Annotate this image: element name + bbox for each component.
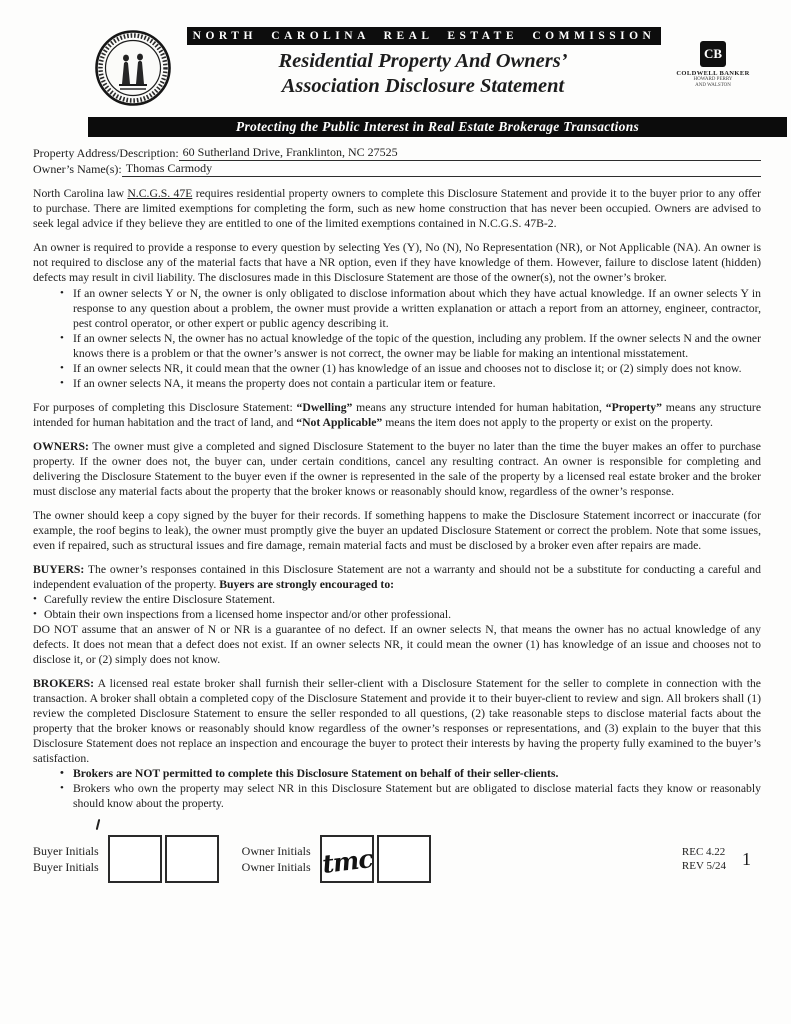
coldwell-banker-subline-2: AND WALSTON — [695, 83, 731, 89]
definitions-paragraph — [33, 400, 761, 430]
form-code: REC 4.22 — [681, 846, 726, 858]
intro-pre: North Carolina law — [33, 187, 128, 200]
form-revision: REV 5/24 — [681, 860, 726, 872]
intro-post: requires residential property owners to complete this Disclosure Statement and provide it to the buyer prior to any offer to purchase. There are limited exemptions for completing the form, such as new home construction that has never been occupied. Owners are advised to seek legal advice if they believe they are entitled to one of the limited exemptions contained in N.C.G.S. 47B-2. — [33, 187, 761, 230]
owners-heading: OWNERS: — [33, 440, 89, 453]
buyers-bullet-inspections: • Obtain their own inspections from a licensed home inspector and/or other professional. — [33, 607, 761, 622]
owner-name-value[interactable]: Thomas Carmody — [122, 161, 761, 177]
buyer-initials-box-2[interactable] — [165, 835, 219, 883]
owner-name-row — [33, 161, 761, 177]
document-body — [33, 186, 761, 811]
coldwell-banker-monogram-icon: CB — [700, 41, 726, 67]
owner-initials-box-2[interactable] — [377, 835, 431, 883]
title-line-1: Residential Property And Owners’ — [278, 50, 568, 72]
intro-paragraph — [33, 186, 761, 231]
brokers-body: A licensed real estate broker shall furnish their seller-client with a Disclosure Statement for the seller to complete in connection with the transaction. A broker shall obtain a completed copy of the Disclosure Statement and provide it to their buyer-client to review and sign. All brokers shall (1) review the completed Disclosure Statement to ensure the seller responded to all questions, (2) take reasonable steps to disclose material facts about the property that the broker knows or reasonably should know regardless of the owner’s responses or representations, and (3) explain to the buyer that this Disclosure Statement does not replace an inspection and encourage the buyer to protect their interests by having the property fully examined to the buyer’s satisfaction. — [33, 677, 761, 765]
brokers-bullets — [33, 766, 761, 811]
stray-pen-mark — [96, 819, 101, 830]
bullet-n: • If an owner selects N, the owner has no actual knowledge of the topic of the question, including any problem. If the owner selects N and the owner knows there is a problem or that the owner’s answer is not correct, the owner may be liable for making an intentional misstatement. — [73, 331, 761, 361]
owner-initials-label-2: Owner Initials — [241, 860, 311, 874]
term-not-applicable: “Not Applicable” — [296, 416, 383, 429]
header-title-block — [181, 26, 665, 98]
brokers-paragraph — [33, 676, 761, 766]
property-address-row — [33, 145, 761, 161]
definitions-seg3: means any structure intended for human habitation and the tract of land, and — [33, 401, 762, 429]
coldwell-banker-name: COLDWELL BANKER — [676, 70, 750, 77]
bullet-nr: • If an owner selects NR, it could mean that the owner (1) has knowledge of an issue and chooses not to disclose it; or (2) simply does not know. — [73, 361, 761, 376]
do-not-assume-paragraph: DO NOT assume that an answer of N or NR is a guarantee of no defect. If an owner selects N, that means the owner has no actual knowledge of any defects. It does not mean that a defect does not exist. If an owner selects NR, it could mean the owner (1) has knowledge of an issue and chooses not to disclose it, or (2) simply does not know. — [33, 623, 761, 666]
owners-body: The owner must give a completed and signed Disclosure Statement to the buyer no later than the time the buyer makes an offer to purchase property. If the owner does not, the buyer can, under certain conditions, cancel any resulting contract. An owner is responsible for completing and delivering the Disclosure Statement to the buyer even if the owner is represented in the sale of the property by a licensed real estate broker and the broker must disclose any material facts about the property that the broker knows or reasonably should know, regardless of the owner’s response. — [33, 440, 761, 498]
commission-name-bar: NORTH CAROLINA REAL ESTATE COMMISSION — [187, 27, 661, 45]
public-interest-banner: Protecting the Public Interest in Real Estate Brokerage Transactions — [88, 117, 787, 137]
brokers-heading: BROKERS: — [33, 677, 95, 690]
nc-commission-seal-icon — [93, 26, 181, 113]
response-options-paragraph: An owner is required to provide a response to every question by selecting Yes (Y), No (N), No Representation (NR), or Not Applicable (NA). An owner is not required to disclose any of the material facts that have a NR option, even if they have knowledge of them. However, failure to disclose latent (hidden) defects may result in civil liability. The disclosures made in this Disclosure Statement are those of the owner(s), not the owner’s broker. — [33, 241, 761, 284]
response-options-bullets — [33, 286, 761, 391]
term-dwelling: “Dwelling” — [296, 401, 353, 414]
initials-footer-row — [33, 835, 761, 883]
bullet-na: • If an owner selects NA, it means the property does not contain a particular item or feature. — [73, 376, 761, 391]
document-header — [33, 26, 761, 113]
buyers-paragraph — [33, 562, 761, 592]
buyer-initials-box-1[interactable] — [108, 835, 162, 883]
property-address-label: Property Address/Description: — [33, 146, 179, 160]
owner-initials-box-1[interactable] — [320, 835, 374, 883]
definitions-seg1: For purposes of completing this Disclosure Statement: — [33, 401, 297, 414]
document-title — [181, 49, 665, 98]
form-footer — [682, 845, 761, 873]
brokers-bullet-own-property: • Brokers who own the property may select NR in this Disclosure Statement but are obligated to disclose material facts they know or reasonably should know about the property. — [73, 781, 761, 811]
term-property: “Property” — [605, 401, 662, 414]
buyer-initials-labels — [33, 843, 99, 875]
owners-paragraph — [33, 439, 761, 499]
owner-copy-paragraph: The owner should keep a copy signed by the buyer for their records. If something happens to make the Disclosure Statement incorrect or inaccurate (for example, the roof begins to leak), the owner must promptly give the buyer an updated Disclosure Statement or correct the problem. Note that some issues, even if repaired, such as structural issues and fire damage, remain material facts and must be disclosed by a broker even after repairs are made. — [33, 509, 761, 552]
buyers-heading: BUYERS: — [33, 563, 85, 576]
brokers-bullet-not-permitted: • Brokers are NOT permitted to complete this Disclosure Statement on behalf of their seller-clients. — [73, 766, 761, 781]
statute-reference: N.C.G.S. 47E — [127, 187, 193, 200]
bullet-y-or-n: • If an owner selects Y or N, the owner is only obligated to disclose information about which they have actual knowledge. If an owner selects Y in response to any question about a problem, the owner must provide a written explanation or attach a report from an attorney, engineer, contractor, pest control operator, or other expert or public agency describing it. — [73, 286, 761, 331]
buyer-initials-label-2: Buyer Initials — [33, 860, 99, 874]
owner-initials-signature: tmc — [320, 843, 374, 879]
buyers-bullet-review: • Carefully review the entire Disclosure Statement. — [33, 592, 761, 607]
definitions-seg2: means any structure intended for human habitation, — [352, 401, 606, 414]
form-code-block — [682, 845, 726, 873]
page-number: 1 — [742, 848, 751, 869]
buyer-initials-label-1: Buyer Initials — [33, 844, 99, 858]
definitions-seg4: means the item does not apply to the property or exist on the property. — [382, 416, 713, 429]
owner-initials-boxes — [320, 835, 434, 883]
coldwell-banker-subline-1: HOWARD PERRY — [693, 77, 733, 82]
buyer-initials-boxes — [108, 835, 222, 883]
property-address-value[interactable]: 60 Sutherland Drive, Franklinton, NC 27525 — [179, 145, 761, 161]
coldwell-banker-logo — [665, 26, 761, 90]
seal-graphic — [93, 28, 173, 108]
owner-initials-labels — [242, 843, 311, 875]
buyers-body: The owner’s responses contained in this Disclosure Statement are not a warranty and should not be a substitute for conducting a careful and independent evaluation of the property. — [33, 563, 761, 591]
buyers-encouraged: Buyers are strongly encouraged to: — [219, 578, 395, 591]
owner-name-label: Owner’s Name(s): — [33, 162, 122, 176]
owner-initials-label-1: Owner Initials — [241, 844, 311, 858]
property-fields — [33, 145, 761, 177]
title-line-2: Association Disclosure Statement — [281, 74, 565, 97]
